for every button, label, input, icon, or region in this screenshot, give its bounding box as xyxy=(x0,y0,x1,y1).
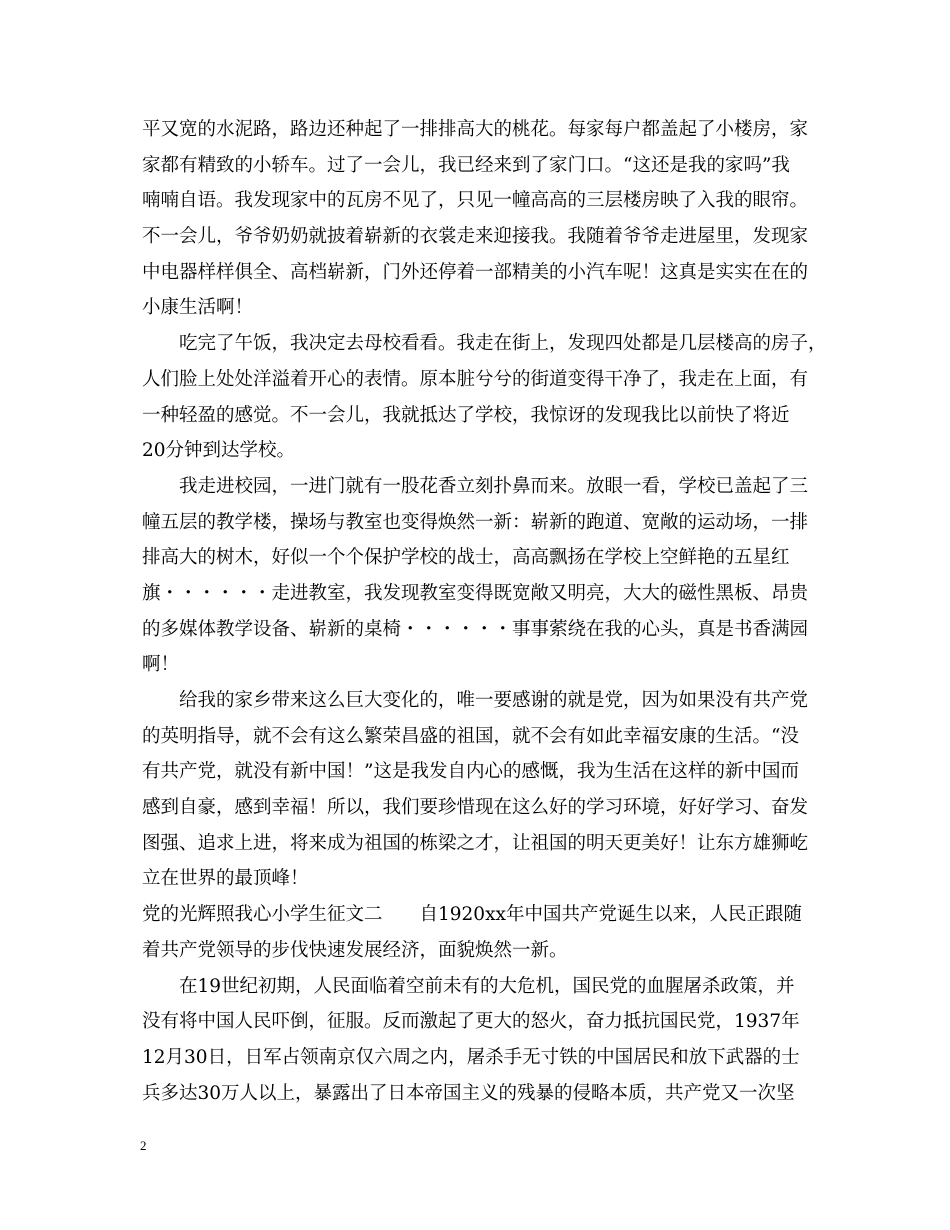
text-line: 的英明指导，就不会有这么繁荣昌盛的祖国，就不会有如此幸福安康的生活。“没 xyxy=(142,725,799,747)
text-line: 立在世界的最顶峰！ xyxy=(142,868,309,890)
text-line: 排高大的树木，好似一个个保护学校的战士，高高飘扬在学校上空鲜艳的五星红 xyxy=(142,547,790,569)
text-line: 小康生活啊！ xyxy=(142,297,254,319)
text-line: 的多媒体教学设备、崭新的桌椅・・・・・・事事萦绕在我的心头，真是书香满园 xyxy=(142,618,809,640)
text-line: 有共产党，就没有新中国！”这是我发自内心的感慨，我为生活在这样的新中国而 xyxy=(142,761,799,783)
text-line: 着共产党领导的步伐快速发展经济，面貌焕然一新。 xyxy=(142,939,568,961)
paragraph-first-line: 给我的家乡带来这么巨大变化的，唯一要感谢的就是党，因为如果没有共产党 xyxy=(179,690,809,711)
text-line: 平又宽的水泥路，路边还种起了一排排高大的桃花。每家每户都盖起了小楼房，家 xyxy=(142,119,809,140)
text-line: 家都有精致的小轿车。过了一会儿，我已经来到了家门口。“这还是我的家吗”我 xyxy=(142,154,790,176)
text-line: 一种轻盈的感觉。不一会儿，我就抵达了学校，我惊讶的发现我比以前快了将近 xyxy=(142,404,790,426)
text-line: 兵多达30万人以上，暴露出了日本帝国主义的残暴的侵略本质，共产党又一次坚 xyxy=(142,1082,795,1104)
paragraph-first-line: 在19世纪初期，人民面临着空前未有的大危机，国民党的血腥屠杀政策，并 xyxy=(179,975,795,997)
text-line: 啊！ xyxy=(142,654,180,676)
text-line: 旗・・・・・・走进教室，我发现教室变得既宽敞又明亮，大大的磁性黑板、昂贵 xyxy=(142,582,809,604)
text-line: 没有将中国人民吓倒，征服。反而激起了更大的怒火，奋力抵抗国民党，1937年 xyxy=(142,1011,800,1033)
page-number: 2 xyxy=(140,1138,147,1153)
text-line: 人们脸上处处洋溢着开心的表情。原本脏兮兮的街道变得干净了，我走在上面，有 xyxy=(142,368,809,390)
section-heading-line: 党的光辉照我心小学生征文二 自1920xx年中国共产党诞生以来，人民正跟随 xyxy=(142,904,802,926)
text-line: 12月30日，日军占领南京仅六周之内，屠杀手无寸铁的中国居民和放下武器的士 xyxy=(142,1046,800,1068)
paragraph-first-line: 吃完了午饭，我决定去母校看看。我走在街上，发现四处都是几层楼高的房子， xyxy=(179,333,827,355)
text-line: 不一会儿，爷爷奶奶就披着崭新的衣裳走来迎接我。我随着爷爷走进屋里，发现家 xyxy=(142,226,809,248)
text-line: 幢五层的教学楼，操场与教室也变得焕然一新：崭新的跑道、宽敞的运动场，一排 xyxy=(142,511,809,533)
body-text xyxy=(142,112,827,1111)
text-line: 中电器样样俱全、高档崭新，门外还停着一部精美的小汽车呢！这真是实实在在的 xyxy=(142,261,809,283)
text-line: 20分钟到达学校。 xyxy=(142,440,296,462)
text-line: 喃喃自语。我发现家中的瓦房不见了，只见一幢高高的三层楼房映了入我的眼帘。 xyxy=(142,190,809,212)
text-line: 感到自豪，感到幸福！所以，我们要珍惜现在这么好的学习环境，好好学习、奋发 xyxy=(142,797,809,819)
text-line: 图强、追求上进，将来成为祖国的栋梁之才，让祖国的明天更美好！让东方雄狮屹 xyxy=(142,832,809,854)
paragraph-first-line: 我走进校园，一进门就有一股花香立刻扑鼻而来。放眼一看，学校已盖起了三 xyxy=(179,475,809,497)
